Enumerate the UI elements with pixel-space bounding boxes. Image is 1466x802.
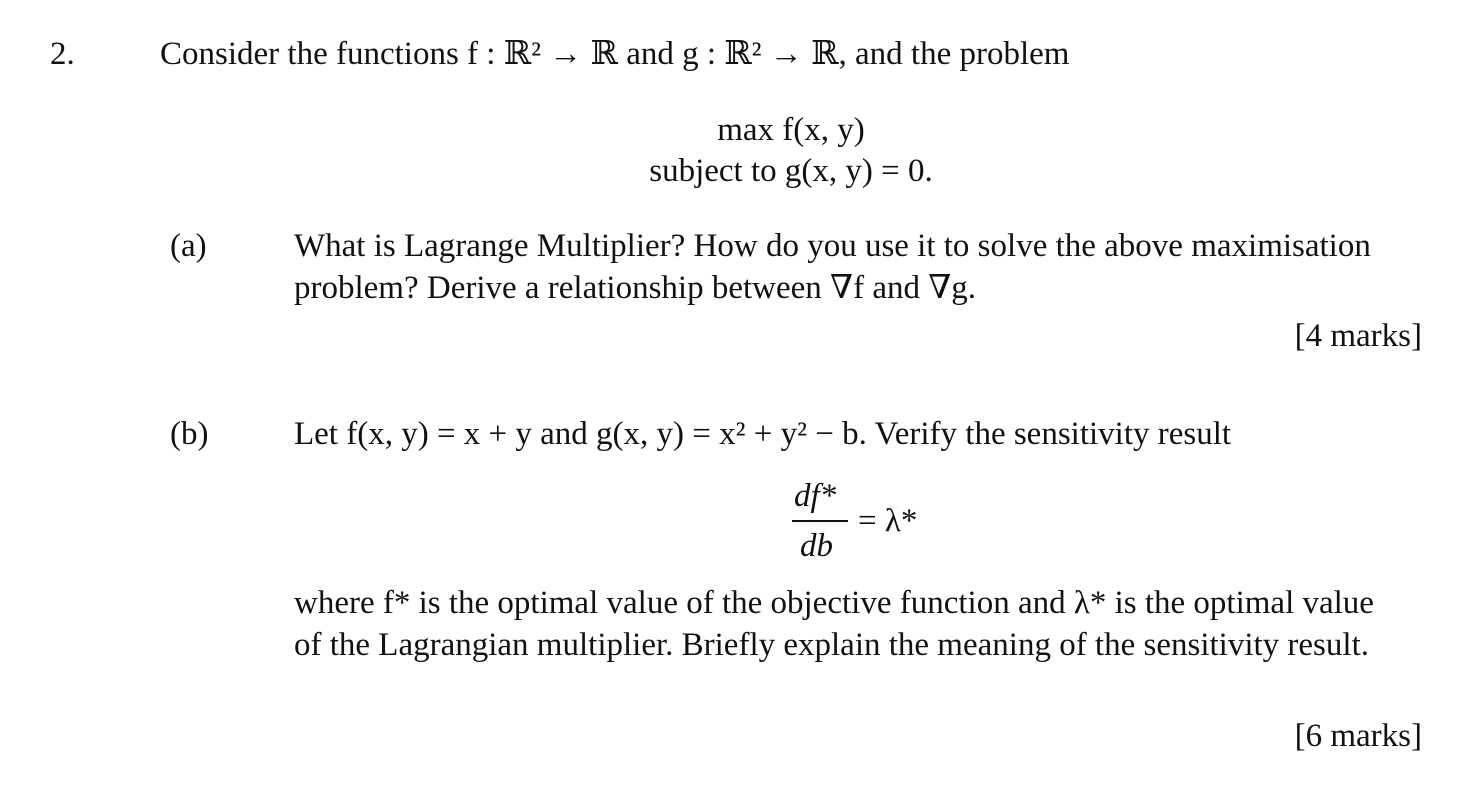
part-a-label: (a) [170,228,207,264]
part-b-text-line1: Let f(x, y) = x + y and g(x, y) = x² + y² − b. Verify the sensitivity result [294,416,1232,452]
fraction-bar [792,520,848,522]
part-b-label: (b) [170,416,209,452]
fraction-denominator: db [800,528,833,564]
problem-constraint: subject to g(x, y) = 0. [649,153,933,189]
problem-objective: max f(x, y) [717,112,865,148]
fraction-numerator: df* [794,478,837,514]
part-a-marks: [4 marks] [1294,318,1422,354]
part-a-text-line1: What is Lagrange Multiplier? How do you use it to solve the above maximisation [294,228,1371,264]
fraction-rhs: = λ* [858,503,918,539]
part-b-text-line2: where f* is the optimal value of the objective function and λ* is the optimal value [294,585,1374,621]
part-b-text-line3: of the Lagrangian multiplier. Briefly explain the meaning of the sensitivity result. [294,627,1369,663]
question-intro: Consider the functions f : ℝ² → ℝ and g : ℝ² → ℝ, and the problem [160,36,1070,72]
question-number: 2. [50,36,75,72]
part-a-text-line2: problem? Derive a relationship between ∇f and ∇g. [294,270,977,306]
part-b-marks: [6 marks] [1294,718,1422,754]
sensitivity-equation [0,478,1466,562]
